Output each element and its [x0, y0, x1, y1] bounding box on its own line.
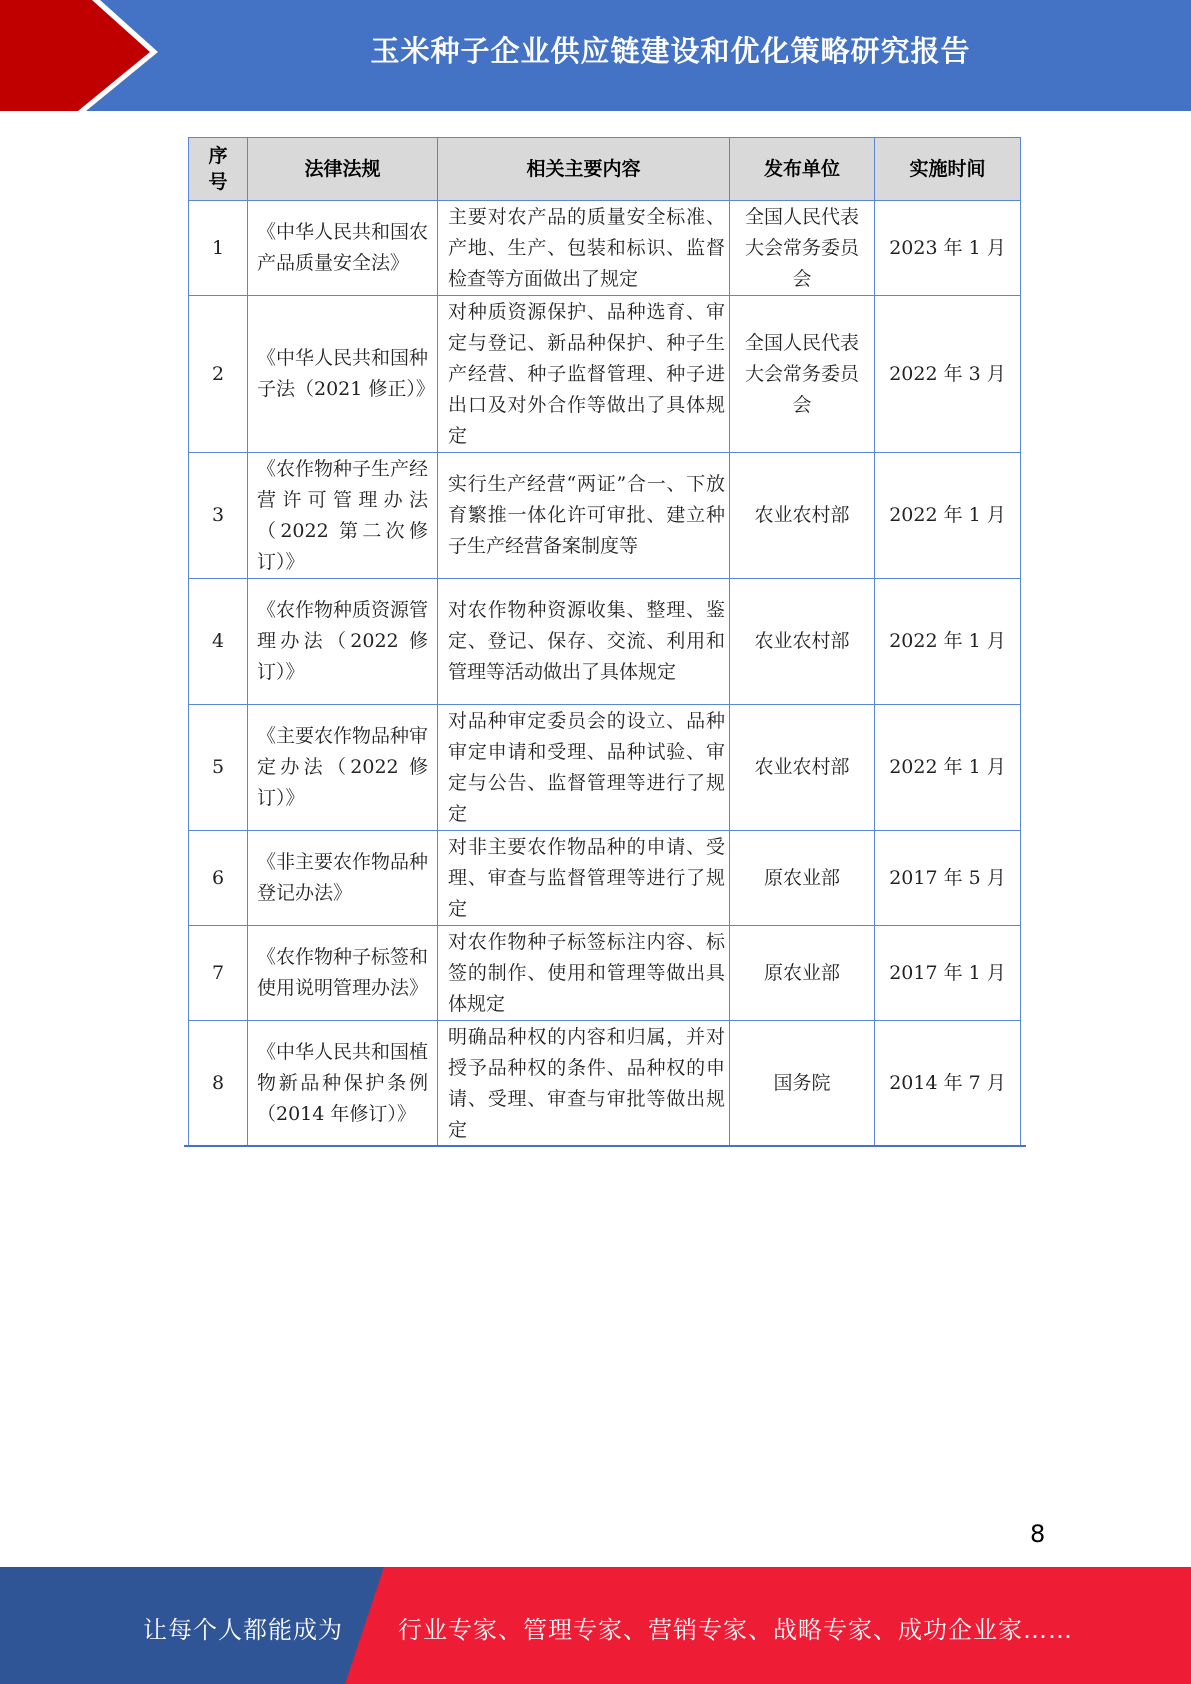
cell-no: 7 — [189, 926, 248, 1021]
cell-content: 明确品种权的内容和归属，并对授予品种权的条件、品种权的申请、受理、审查与审批等做出规定 — [438, 1021, 730, 1147]
header-banner — [0, 0, 1191, 111]
cell-no: 6 — [189, 831, 248, 926]
cell-issuer: 全国人民代表大会常务委员会 — [730, 296, 875, 453]
cell-date: 2014 年 7 月 — [875, 1021, 1021, 1147]
cell-date: 2023 年 1 月 — [875, 201, 1021, 296]
table-row — [189, 201, 1021, 296]
page-number: 8 — [1030, 1520, 1046, 1548]
header-date: 实施时间 — [875, 138, 1021, 201]
table-row — [189, 926, 1021, 1021]
cell-law: 《中华人民共和国植物新品种保护条例（2014 年修订）》 — [248, 1021, 438, 1147]
header-content: 相关主要内容 — [438, 138, 730, 201]
cell-no: 5 — [189, 705, 248, 831]
cell-content: 对品种审定委员会的设立、品种审定申请和受理、品种试验、审定与公告、监督管理等进行了规定 — [438, 705, 730, 831]
cell-content: 对非主要农作物品种的申请、受理、审查与监督管理等进行了规定 — [438, 831, 730, 926]
table-row — [189, 453, 1021, 579]
header-law: 法律法规 — [248, 138, 438, 201]
cell-issuer: 全国人民代表大会常务委员会 — [730, 201, 875, 296]
cell-content: 对农作物种子标签标注内容、标签的制作、使用和管理等做出具体规定 — [438, 926, 730, 1021]
cell-issuer: 农业农村部 — [730, 453, 875, 579]
regulations-table — [188, 137, 1021, 1147]
cell-date: 2022 年 1 月 — [875, 705, 1021, 831]
cell-no: 2 — [189, 296, 248, 453]
footer-slogan-right: 行业专家、管理专家、营销专家、战略专家、成功企业家…… — [398, 1616, 1073, 1644]
cell-content: 对种质资源保护、品种选育、审定与登记、新品种保护、种子生产经营、种子监督管理、种子进出口及对外合作等做出了具体规定 — [438, 296, 730, 453]
cell-no: 4 — [189, 579, 248, 705]
table-row — [189, 705, 1021, 831]
header-no: 序号 — [189, 138, 248, 201]
header-issuer: 发布单位 — [730, 138, 875, 201]
cell-no: 8 — [189, 1021, 248, 1147]
cell-law: 《农作物种子生产经营许可管理办法（2022 第二次修订）》 — [248, 453, 438, 579]
cell-issuer: 农业农村部 — [730, 579, 875, 705]
cell-date: 2022 年 1 月 — [875, 579, 1021, 705]
cell-content: 实行生产经营“两证”合一、下放育繁推一体化许可审批、建立种子生产经营备案制度等 — [438, 453, 730, 579]
table-header-row — [189, 138, 1021, 201]
cell-no: 1 — [189, 201, 248, 296]
cell-law: 《非主要农作物品种登记办法》 — [248, 831, 438, 926]
footer-slogan-left: 让每个人都能成为 — [143, 1616, 343, 1644]
table-row — [189, 579, 1021, 705]
report-title: 玉米种子企业供应链建设和优化策略研究报告 — [370, 34, 971, 68]
cell-content: 主要对农产品的质量安全标准、产地、生产、包装和标识、监督检查等方面做出了规定 — [438, 201, 730, 296]
cell-date: 2017 年 1 月 — [875, 926, 1021, 1021]
cell-date: 2017 年 5 月 — [875, 831, 1021, 926]
cell-law: 《农作物种子标签和使用说明管理办法》 — [248, 926, 438, 1021]
cell-issuer: 原农业部 — [730, 926, 875, 1021]
cell-law: 《中华人民共和国种子法（2021 修正）》 — [248, 296, 438, 453]
table-row — [189, 831, 1021, 926]
cell-issuer: 原农业部 — [730, 831, 875, 926]
table-row — [189, 296, 1021, 453]
cell-date: 2022 年 1 月 — [875, 453, 1021, 579]
cell-date: 2022 年 3 月 — [875, 296, 1021, 453]
cell-content: 对农作物种资源收集、整理、鉴定、登记、保存、交流、利用和管理等活动做出了具体规定 — [438, 579, 730, 705]
cell-law: 《主要农作物品种审定办法（2022 修订）》 — [248, 705, 438, 831]
cell-no: 3 — [189, 453, 248, 579]
cell-law: 《中华人民共和国农产品质量安全法》 — [248, 201, 438, 296]
table-row — [189, 1021, 1021, 1147]
table-bottom-rule — [184, 1145, 1026, 1147]
cell-law: 《农作物种质资源管理办法（2022 修订）》 — [248, 579, 438, 705]
cell-issuer: 国务院 — [730, 1021, 875, 1147]
regulations-table-container — [188, 137, 1021, 1147]
red-chevron-decoration — [0, 0, 160, 111]
cell-issuer: 农业农村部 — [730, 705, 875, 831]
